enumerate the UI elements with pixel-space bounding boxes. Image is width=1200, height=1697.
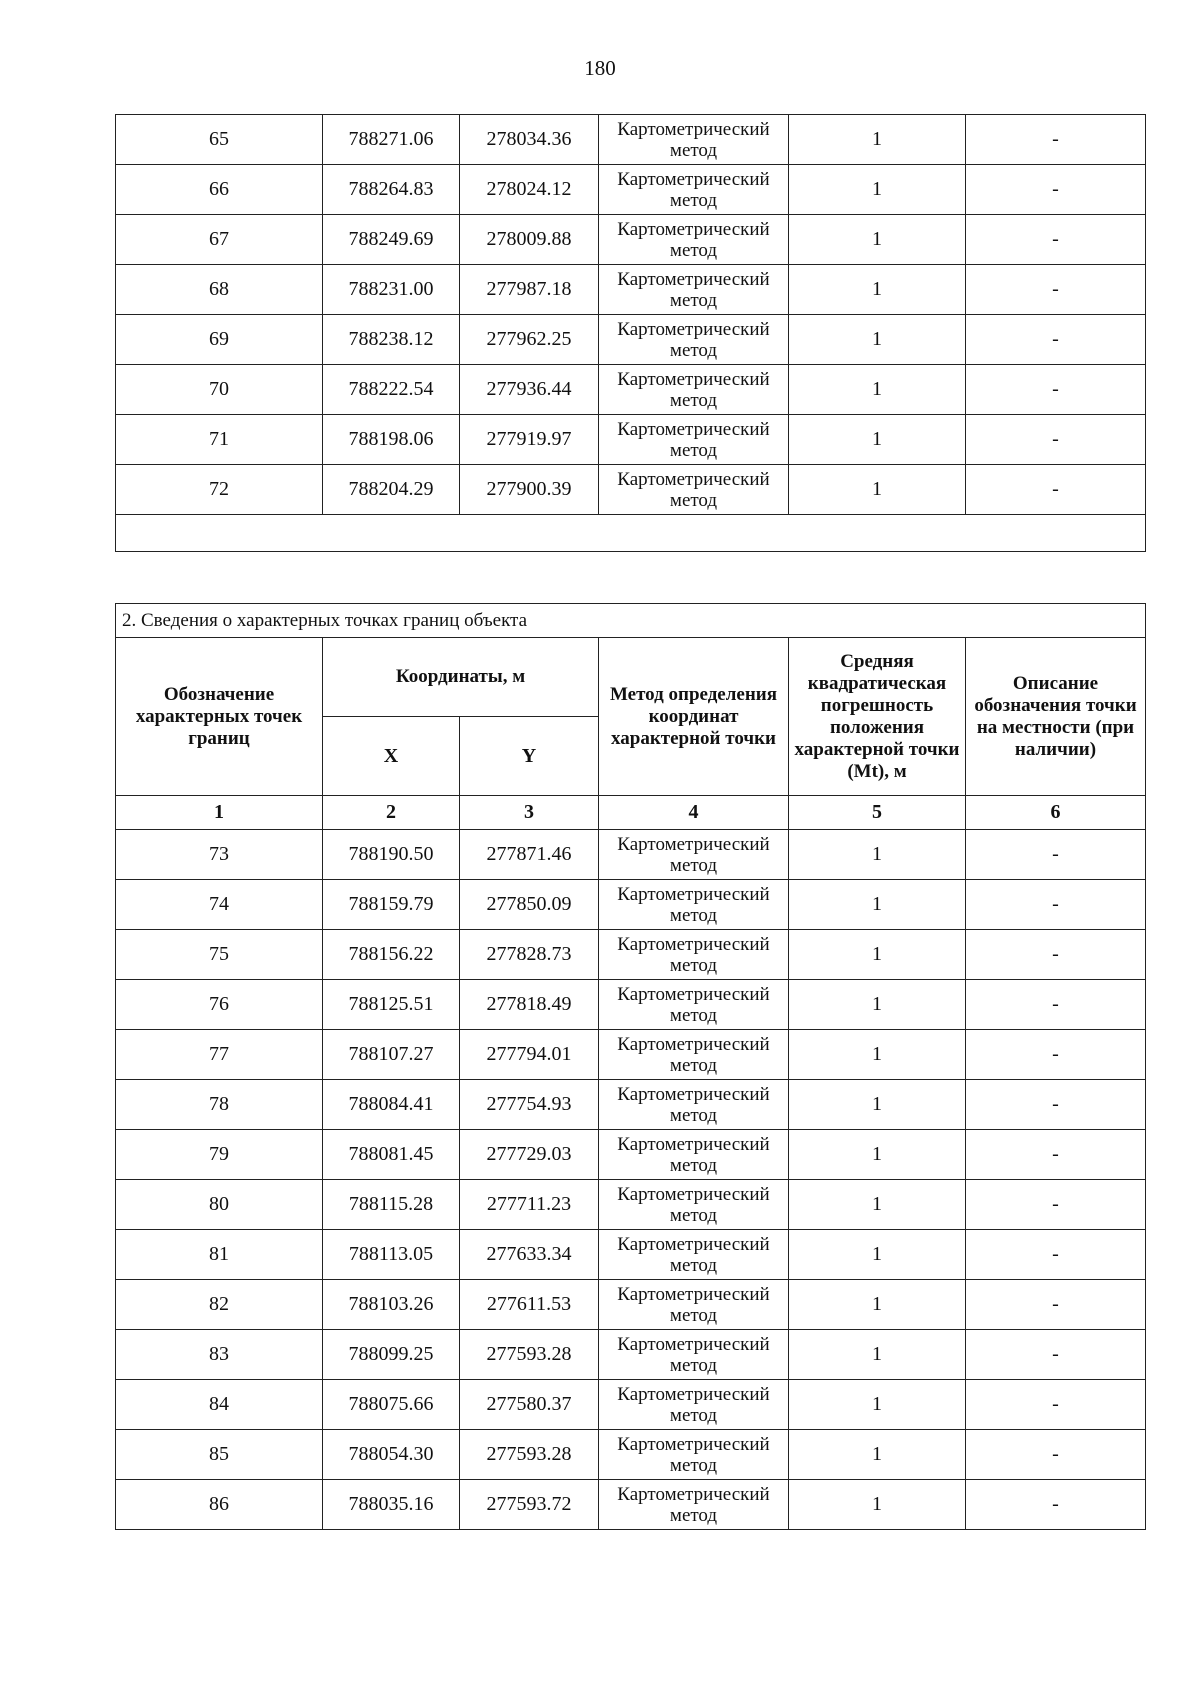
method-cell: Картометрический метод	[599, 1130, 789, 1180]
x-coordinate-cell: 788099.25	[323, 1330, 460, 1380]
description-cell: -	[966, 115, 1146, 165]
point-number-cell: 75	[116, 930, 323, 980]
description-cell: -	[966, 1430, 1146, 1480]
accuracy-cell: 1	[789, 980, 966, 1030]
column-number: 5	[789, 796, 966, 830]
y-coordinate-cell: 277580.37	[460, 1380, 599, 1430]
x-coordinate-cell: 788075.66	[323, 1380, 460, 1430]
table-row	[116, 1130, 1146, 1180]
method-cell: Картометрический метод	[599, 365, 789, 415]
description-cell: -	[966, 980, 1146, 1030]
point-number-cell: 65	[116, 115, 323, 165]
column-number: 1	[116, 796, 323, 830]
table-row	[116, 165, 1146, 215]
point-number-cell: 81	[116, 1230, 323, 1280]
description-cell: -	[966, 365, 1146, 415]
description-cell: -	[966, 880, 1146, 930]
table-row	[116, 1330, 1146, 1380]
y-coordinate-cell: 277919.97	[460, 415, 599, 465]
table-row	[116, 265, 1146, 315]
x-coordinate-cell: 788204.29	[323, 465, 460, 515]
method-cell: Картометрический метод	[599, 1480, 789, 1530]
table-row	[116, 315, 1146, 365]
accuracy-cell: 1	[789, 1480, 966, 1530]
description-cell: -	[966, 265, 1146, 315]
y-coordinate-cell: 278009.88	[460, 215, 599, 265]
method-cell: Картометрический метод	[599, 1330, 789, 1380]
point-number-cell: 69	[116, 315, 323, 365]
description-cell: -	[966, 215, 1146, 265]
x-coordinate-cell: 788125.51	[323, 980, 460, 1030]
y-coordinate-cell: 277828.73	[460, 930, 599, 980]
x-coordinate-cell: 788264.83	[323, 165, 460, 215]
y-coordinate-cell: 277754.93	[460, 1080, 599, 1130]
point-number-cell: 67	[116, 215, 323, 265]
column-number: 4	[599, 796, 789, 830]
y-coordinate-cell: 277871.46	[460, 830, 599, 880]
table2-body	[116, 830, 1146, 1530]
point-number-cell: 85	[116, 1430, 323, 1480]
accuracy-cell: 1	[789, 930, 966, 980]
table-row	[116, 980, 1146, 1030]
x-coordinate-cell: 788222.54	[323, 365, 460, 415]
x-coordinate-cell: 788103.26	[323, 1280, 460, 1330]
y-coordinate-cell: 277850.09	[460, 880, 599, 930]
description-cell: -	[966, 1180, 1146, 1230]
method-cell: Картометрический метод	[599, 1230, 789, 1280]
empty-cell	[116, 515, 1146, 552]
accuracy-cell: 1	[789, 215, 966, 265]
method-cell: Картометрический метод	[599, 1280, 789, 1330]
x-coordinate-cell: 788035.16	[323, 1480, 460, 1530]
y-coordinate-cell: 277711.23	[460, 1180, 599, 1230]
accuracy-cell: 1	[789, 1080, 966, 1130]
header-description: Описание обозначения точки на местности (при наличии)	[966, 638, 1146, 796]
description-cell: -	[966, 830, 1146, 880]
table-row	[116, 880, 1146, 930]
method-cell: Картометрический метод	[599, 215, 789, 265]
column-number: 3	[460, 796, 599, 830]
y-coordinate-cell: 277936.44	[460, 365, 599, 415]
header-method: Метод определения координат характерной точки	[599, 638, 789, 796]
description-cell: -	[966, 1280, 1146, 1330]
method-cell: Картометрический метод	[599, 115, 789, 165]
description-cell: -	[966, 1230, 1146, 1280]
accuracy-cell: 1	[789, 1430, 966, 1480]
accuracy-cell: 1	[789, 830, 966, 880]
description-cell: -	[966, 165, 1146, 215]
accuracy-cell: 1	[789, 315, 966, 365]
x-coordinate-cell: 788271.06	[323, 115, 460, 165]
point-number-cell: 76	[116, 980, 323, 1030]
table-row	[116, 1380, 1146, 1430]
method-cell: Картометрический метод	[599, 315, 789, 365]
x-coordinate-cell: 788107.27	[323, 1030, 460, 1080]
method-cell: Картометрический метод	[599, 1380, 789, 1430]
point-number-cell: 70	[116, 365, 323, 415]
method-cell: Картометрический метод	[599, 1080, 789, 1130]
x-coordinate-cell: 788159.79	[323, 880, 460, 930]
accuracy-cell: 1	[789, 1330, 966, 1380]
accuracy-cell: 1	[789, 1280, 966, 1330]
point-number-cell: 80	[116, 1180, 323, 1230]
point-number-cell: 71	[116, 415, 323, 465]
point-number-cell: 74	[116, 880, 323, 930]
header-accuracy: Средняя квадратическая погрешность положения характерной точки (Mt), м	[789, 638, 966, 796]
page-number: 180	[584, 56, 616, 80]
accuracy-cell: 1	[789, 1030, 966, 1080]
description-cell: -	[966, 465, 1146, 515]
x-coordinate-cell: 788190.50	[323, 830, 460, 880]
accuracy-cell: 1	[789, 465, 966, 515]
point-number-cell: 72	[116, 465, 323, 515]
x-coordinate-cell: 788231.00	[323, 265, 460, 315]
table-row	[116, 830, 1146, 880]
x-coordinate-cell: 788156.22	[323, 930, 460, 980]
y-coordinate-cell: 277794.01	[460, 1030, 599, 1080]
y-coordinate-cell: 277729.03	[460, 1130, 599, 1180]
point-number-cell: 66	[116, 165, 323, 215]
description-cell: -	[966, 415, 1146, 465]
y-coordinate-cell: 277593.28	[460, 1430, 599, 1480]
description-cell: -	[966, 1380, 1146, 1430]
method-cell: Картометрический метод	[599, 830, 789, 880]
table-caption: 2. Сведения о характерных точках границ объекта	[116, 604, 1146, 638]
point-number-cell: 86	[116, 1480, 323, 1530]
x-coordinate-cell: 788249.69	[323, 215, 460, 265]
y-coordinate-cell: 277633.34	[460, 1230, 599, 1280]
point-number-cell: 79	[116, 1130, 323, 1180]
method-cell: Картометрический метод	[599, 1180, 789, 1230]
x-coordinate-cell: 788084.41	[323, 1080, 460, 1130]
x-coordinate-cell: 788054.30	[323, 1430, 460, 1480]
accuracy-cell: 1	[789, 415, 966, 465]
accuracy-cell: 1	[789, 1130, 966, 1180]
table-row	[116, 1280, 1146, 1330]
table-row	[116, 215, 1146, 265]
method-cell: Картометрический метод	[599, 465, 789, 515]
y-coordinate-cell: 277611.53	[460, 1280, 599, 1330]
method-cell: Картометрический метод	[599, 1030, 789, 1080]
description-cell: -	[966, 315, 1146, 365]
table-row	[116, 115, 1146, 165]
table-row	[116, 1230, 1146, 1280]
y-coordinate-cell: 277900.39	[460, 465, 599, 515]
boundary-points-table-continued	[115, 114, 1146, 552]
method-cell: Картометрический метод	[599, 265, 789, 315]
point-number-cell: 83	[116, 1330, 323, 1380]
x-coordinate-cell: 788081.45	[323, 1130, 460, 1180]
table-row	[116, 1030, 1146, 1080]
x-coordinate-cell: 788113.05	[323, 1230, 460, 1280]
method-cell: Картометрический метод	[599, 1430, 789, 1480]
point-number-cell: 73	[116, 830, 323, 880]
accuracy-cell: 1	[789, 1180, 966, 1230]
description-cell: -	[966, 1130, 1146, 1180]
y-coordinate-cell: 277593.72	[460, 1480, 599, 1530]
table-row	[116, 930, 1146, 980]
table-row	[116, 415, 1146, 465]
table-row	[116, 1080, 1146, 1130]
column-number: 6	[966, 796, 1146, 830]
accuracy-cell: 1	[789, 165, 966, 215]
accuracy-cell: 1	[789, 880, 966, 930]
y-coordinate-cell: 277962.25	[460, 315, 599, 365]
table-row	[116, 465, 1146, 515]
method-cell: Картометрический метод	[599, 165, 789, 215]
table-row-empty	[116, 515, 1146, 552]
point-number-cell: 77	[116, 1030, 323, 1080]
y-coordinate-cell: 278034.36	[460, 115, 599, 165]
accuracy-cell: 1	[789, 1230, 966, 1280]
table-row	[116, 1430, 1146, 1480]
accuracy-cell: 1	[789, 115, 966, 165]
table-row	[116, 365, 1146, 415]
point-number-cell: 82	[116, 1280, 323, 1330]
description-cell: -	[966, 1030, 1146, 1080]
table-row	[116, 1180, 1146, 1230]
accuracy-cell: 1	[789, 265, 966, 315]
description-cell: -	[966, 1480, 1146, 1530]
y-coordinate-cell: 277987.18	[460, 265, 599, 315]
x-coordinate-cell: 788238.12	[323, 315, 460, 365]
header-y: Y	[460, 717, 599, 796]
column-number: 2	[323, 796, 460, 830]
description-cell: -	[966, 930, 1146, 980]
x-coordinate-cell: 788115.28	[323, 1180, 460, 1230]
header-coordinates: Координаты, м	[323, 638, 599, 717]
table-row	[116, 1480, 1146, 1530]
method-cell: Картометрический метод	[599, 880, 789, 930]
point-number-cell: 78	[116, 1080, 323, 1130]
header-x: X	[323, 717, 460, 796]
boundary-points-table	[115, 603, 1146, 1530]
method-cell: Картометрический метод	[599, 930, 789, 980]
accuracy-cell: 1	[789, 365, 966, 415]
point-number-cell: 84	[116, 1380, 323, 1430]
table1-body	[116, 115, 1146, 552]
y-coordinate-cell: 278024.12	[460, 165, 599, 215]
accuracy-cell: 1	[789, 1380, 966, 1430]
x-coordinate-cell: 788198.06	[323, 415, 460, 465]
y-coordinate-cell: 277593.28	[460, 1330, 599, 1380]
description-cell: -	[966, 1080, 1146, 1130]
method-cell: Картометрический метод	[599, 980, 789, 1030]
point-number-cell: 68	[116, 265, 323, 315]
description-cell: -	[966, 1330, 1146, 1380]
header-designation: Обозначение характерных точек границ	[116, 638, 323, 796]
method-cell: Картометрический метод	[599, 415, 789, 465]
y-coordinate-cell: 277818.49	[460, 980, 599, 1030]
